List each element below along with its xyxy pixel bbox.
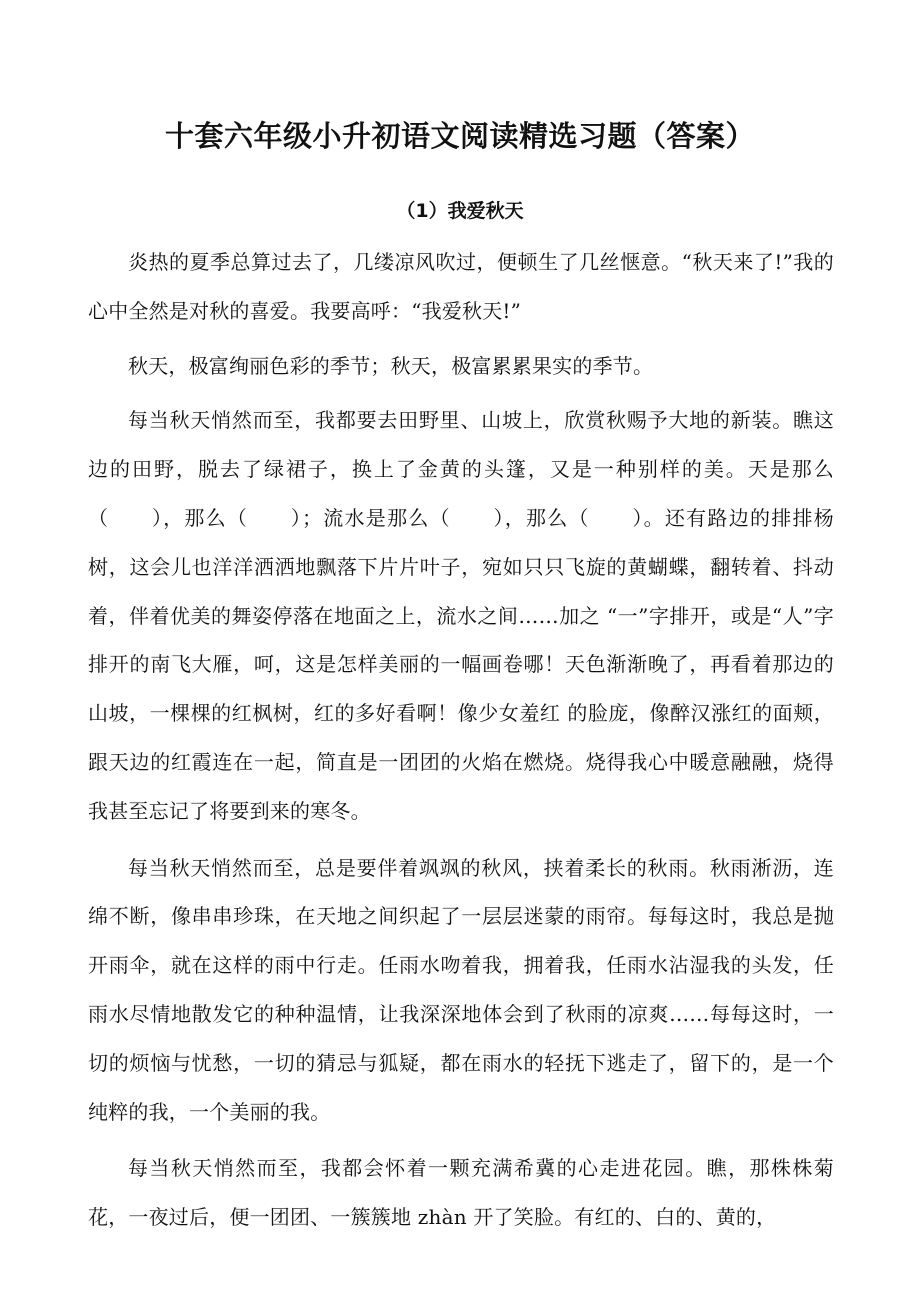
section-title: （1）我爱秋天 <box>396 200 524 222</box>
article-body <box>88 238 834 1250</box>
paragraph-4: 每当秋天悄然而至，总是要伴着飒飒的秋风，挟着柔长的秋雨。秋雨淅沥，连绵不断，像串串珍珠，在天地之间织起了一层层迷蒙的雨帘。每每这时，我总是抛 开雨伞，就在这样的雨中行走。任雨水吻着我，拥着我，任雨水沾湿我的头发，任雨水尽情地散发它的种种温情，让我深深地体会到了秋雨的凉爽……每每这时，一切的烦恼与忧愁，一切的猜忌与狐疑，都在雨水的轻抚下逃走了，留下的，是一个纯粹的我，一个美丽的我。 <box>88 855 834 1124</box>
paragraph-1: 炎热的夏季总算过去了，几缕凉风吹过，便顿生了几丝惬意。“秋天来了!”我的心中全然是对秋的喜爱。我要高呼：“我爱秋天!” <box>88 250 834 323</box>
paragraph-5: 每当秋天悄然而至，我都会怀着一颗充满希冀的心走进花园。瞧，那株株菊花，一夜过后，便一团团、一簇簇地 zhàn 开了笑脸。有红的、白的、黄的， <box>88 1156 834 1230</box>
paragraph-2: 秋天，极富绚丽色彩的季节；秋天，极富累累果实的季节。 <box>128 353 654 378</box>
document-title: 十套六年级小升初语文阅读精选习题（答案） <box>164 119 755 153</box>
paragraph-3: 每当秋天悄然而至，我都要去田野里、山坡上，欣赏秋赐予大地的新装。瞧这边的田野，脱去了绿裙子，换上了金黄的头篷，又是一种别样的美。天是那么 （ ），那么（ ）；流水是那么（ ），那么（ ）。还有路边的排排杨树，这会儿也洋洋洒洒地飘落下片片叶子，宛如只只飞旋的黄蝴蝶，翻转着、抖动着，伴着优美的舞姿停落在地面之上，流水之间……加之 “一”字排开，或是“人”字排开的南飞大雁，呵，这是怎样美丽的一幅画卷哪！天色渐渐晚了，再看着那边的山坡，一棵棵的红枫树，红的多好看啊！像少女羞红 的脸庞，像醉汉涨红的面颊，跟天边的红霞连在一起，简直是一团团的火焰在燃烧。烧得我心中暖意融融，烧得我甚至忘记了将要到来的寒冬。 <box>88 408 834 823</box>
